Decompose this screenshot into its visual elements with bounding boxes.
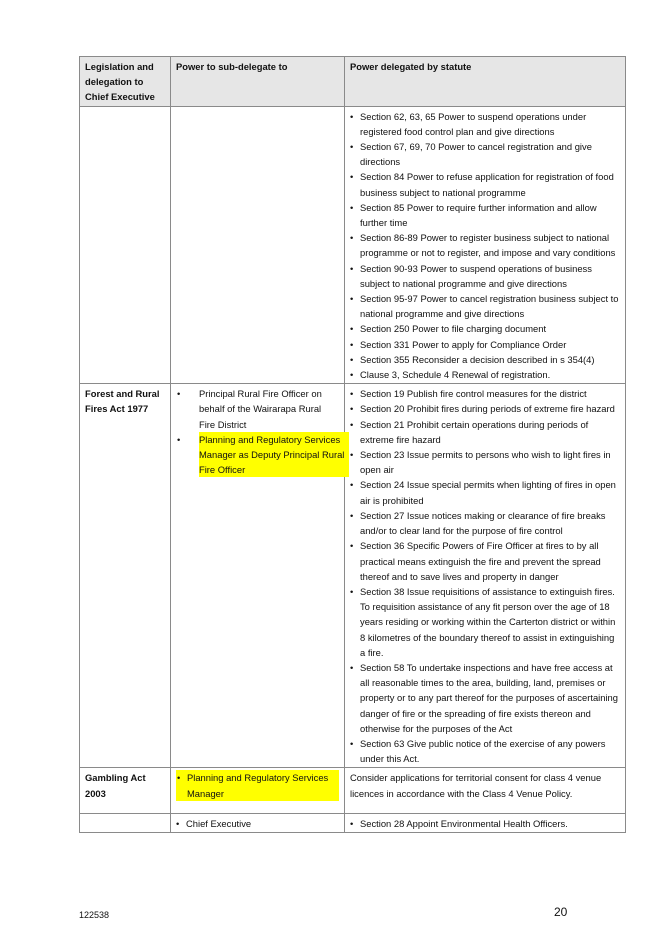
legislation-cell <box>80 106 171 384</box>
legislation-cell: Gambling Act 2003 <box>80 768 171 813</box>
subdelegate-cell <box>171 813 345 832</box>
list-item: • Chief Executive <box>176 816 339 831</box>
list-item: • Section 355 Reconsider a decision described in s 354(4) <box>350 352 620 367</box>
document-number: 122538 <box>79 910 110 920</box>
power-cell <box>345 384 626 768</box>
list-item: • Clause 3, Schedule 4 Renewal of registration. <box>350 367 620 382</box>
table-row <box>80 384 626 768</box>
list-item: • Section 36 Specific Powers of Fire Officer at fires to by all practical means extinguish the fire and prevent the spread thereof and to save lives and property in danger <box>350 538 620 584</box>
list-item: • Section 20 Prohibit fires during periods of extreme fire hazard <box>350 401 620 416</box>
list-item: • Section 331 Power to apply for Compliance Order <box>350 337 620 352</box>
table-row <box>80 813 626 832</box>
page-number: 20 <box>554 905 568 919</box>
delegations-table <box>79 56 626 833</box>
list-item: • Section 95-97 Power to cancel registration business subject to national programme and give directions <box>350 291 620 321</box>
power-cell <box>345 813 626 832</box>
list-item: • Section 85 Power to require further information and allow further time <box>350 200 620 230</box>
list-item: • Section 250 Power to file charging document <box>350 321 620 336</box>
subdelegate-cell <box>171 768 345 813</box>
subdelegate-cell <box>171 384 345 768</box>
list-item: • Section 67, 69, 70 Power to cancel registration and give directions <box>350 139 620 169</box>
power-text: Consider applications for territorial consent for class 4 venue licences in accordance with the Class 4 Venue Policy. <box>350 772 602 799</box>
list-item: • Section 90-93 Power to suspend operations of business subject to national programme and give directions <box>350 261 620 291</box>
table-header-row <box>80 57 626 107</box>
list-item: • Section 27 Issue notices making or clearance of fire breaks and/or to clear land for the purpose of fire control <box>350 508 620 538</box>
list-item: • Principal Rural Fire Officer on behalf of the Wairarapa Rural Fire District <box>176 386 339 432</box>
list-item: • Section 38 Issue requisitions of assistance to extinguish fires. To requisition assistance of any fit person over the age of 18 years residing or working within the Carterton district or within 8 kilometres of the boundary thereof to assist in extinguishing a fire. <box>350 584 620 660</box>
list-item: • Section 24 Issue special permits when lighting of fires in open air is prohibited <box>350 477 620 507</box>
list-item <box>176 432 345 478</box>
header-legislation: Legislation and delegation to Chief Executive <box>80 57 171 107</box>
header-subdelegate: Power to sub-delegate to <box>171 57 345 107</box>
table-row <box>80 106 626 384</box>
highlighted-text: Planning and Regulatory Services Manager as Deputy Principal Rural Fire Officer <box>199 432 349 478</box>
list-item: • Section 63 Give public notice of the exercise of any powers under this Act. <box>350 736 620 766</box>
table-row <box>80 768 626 813</box>
list-item: • Section 84 Power to refuse application for registration of food business subject to national programme <box>350 169 620 199</box>
legislation-cell: Forest and Rural Fires Act 1977 <box>80 384 171 768</box>
list-item: • Section 28 Appoint Environmental Health Officers. <box>350 816 620 831</box>
list-item: • Section 86-89 Power to register business subject to national programme or not to register, and impose and vary conditions <box>350 230 620 260</box>
power-cell <box>345 106 626 384</box>
power-cell <box>345 768 626 813</box>
header-power: Power delegated by statute <box>345 57 626 107</box>
list-item: • Section 19 Publish fire control measures for the district <box>350 386 620 401</box>
list-item: • Section 62, 63, 65 Power to suspend operations under registered food control plan and give directions <box>350 109 620 139</box>
legislation-cell <box>80 813 171 832</box>
subdelegate-cell <box>171 106 345 384</box>
list-item: • Section 58 To undertake inspections and have free access at all reasonable times to the area, building, land, premises or property or to any part thereof for the purposes of ascertaining danger of fire or the spreading of fire exists thereon and otherwise for the purposes of the Act <box>350 660 620 736</box>
highlighted-text <box>176 770 339 800</box>
list-item: • Planning and Regulatory Services Manager <box>177 770 339 800</box>
list-item: • Section 23 Issue permits to persons who wish to light fires in open air <box>350 447 620 477</box>
list-item: • Section 21 Prohibit certain operations during periods of extreme fire hazard <box>350 417 620 447</box>
